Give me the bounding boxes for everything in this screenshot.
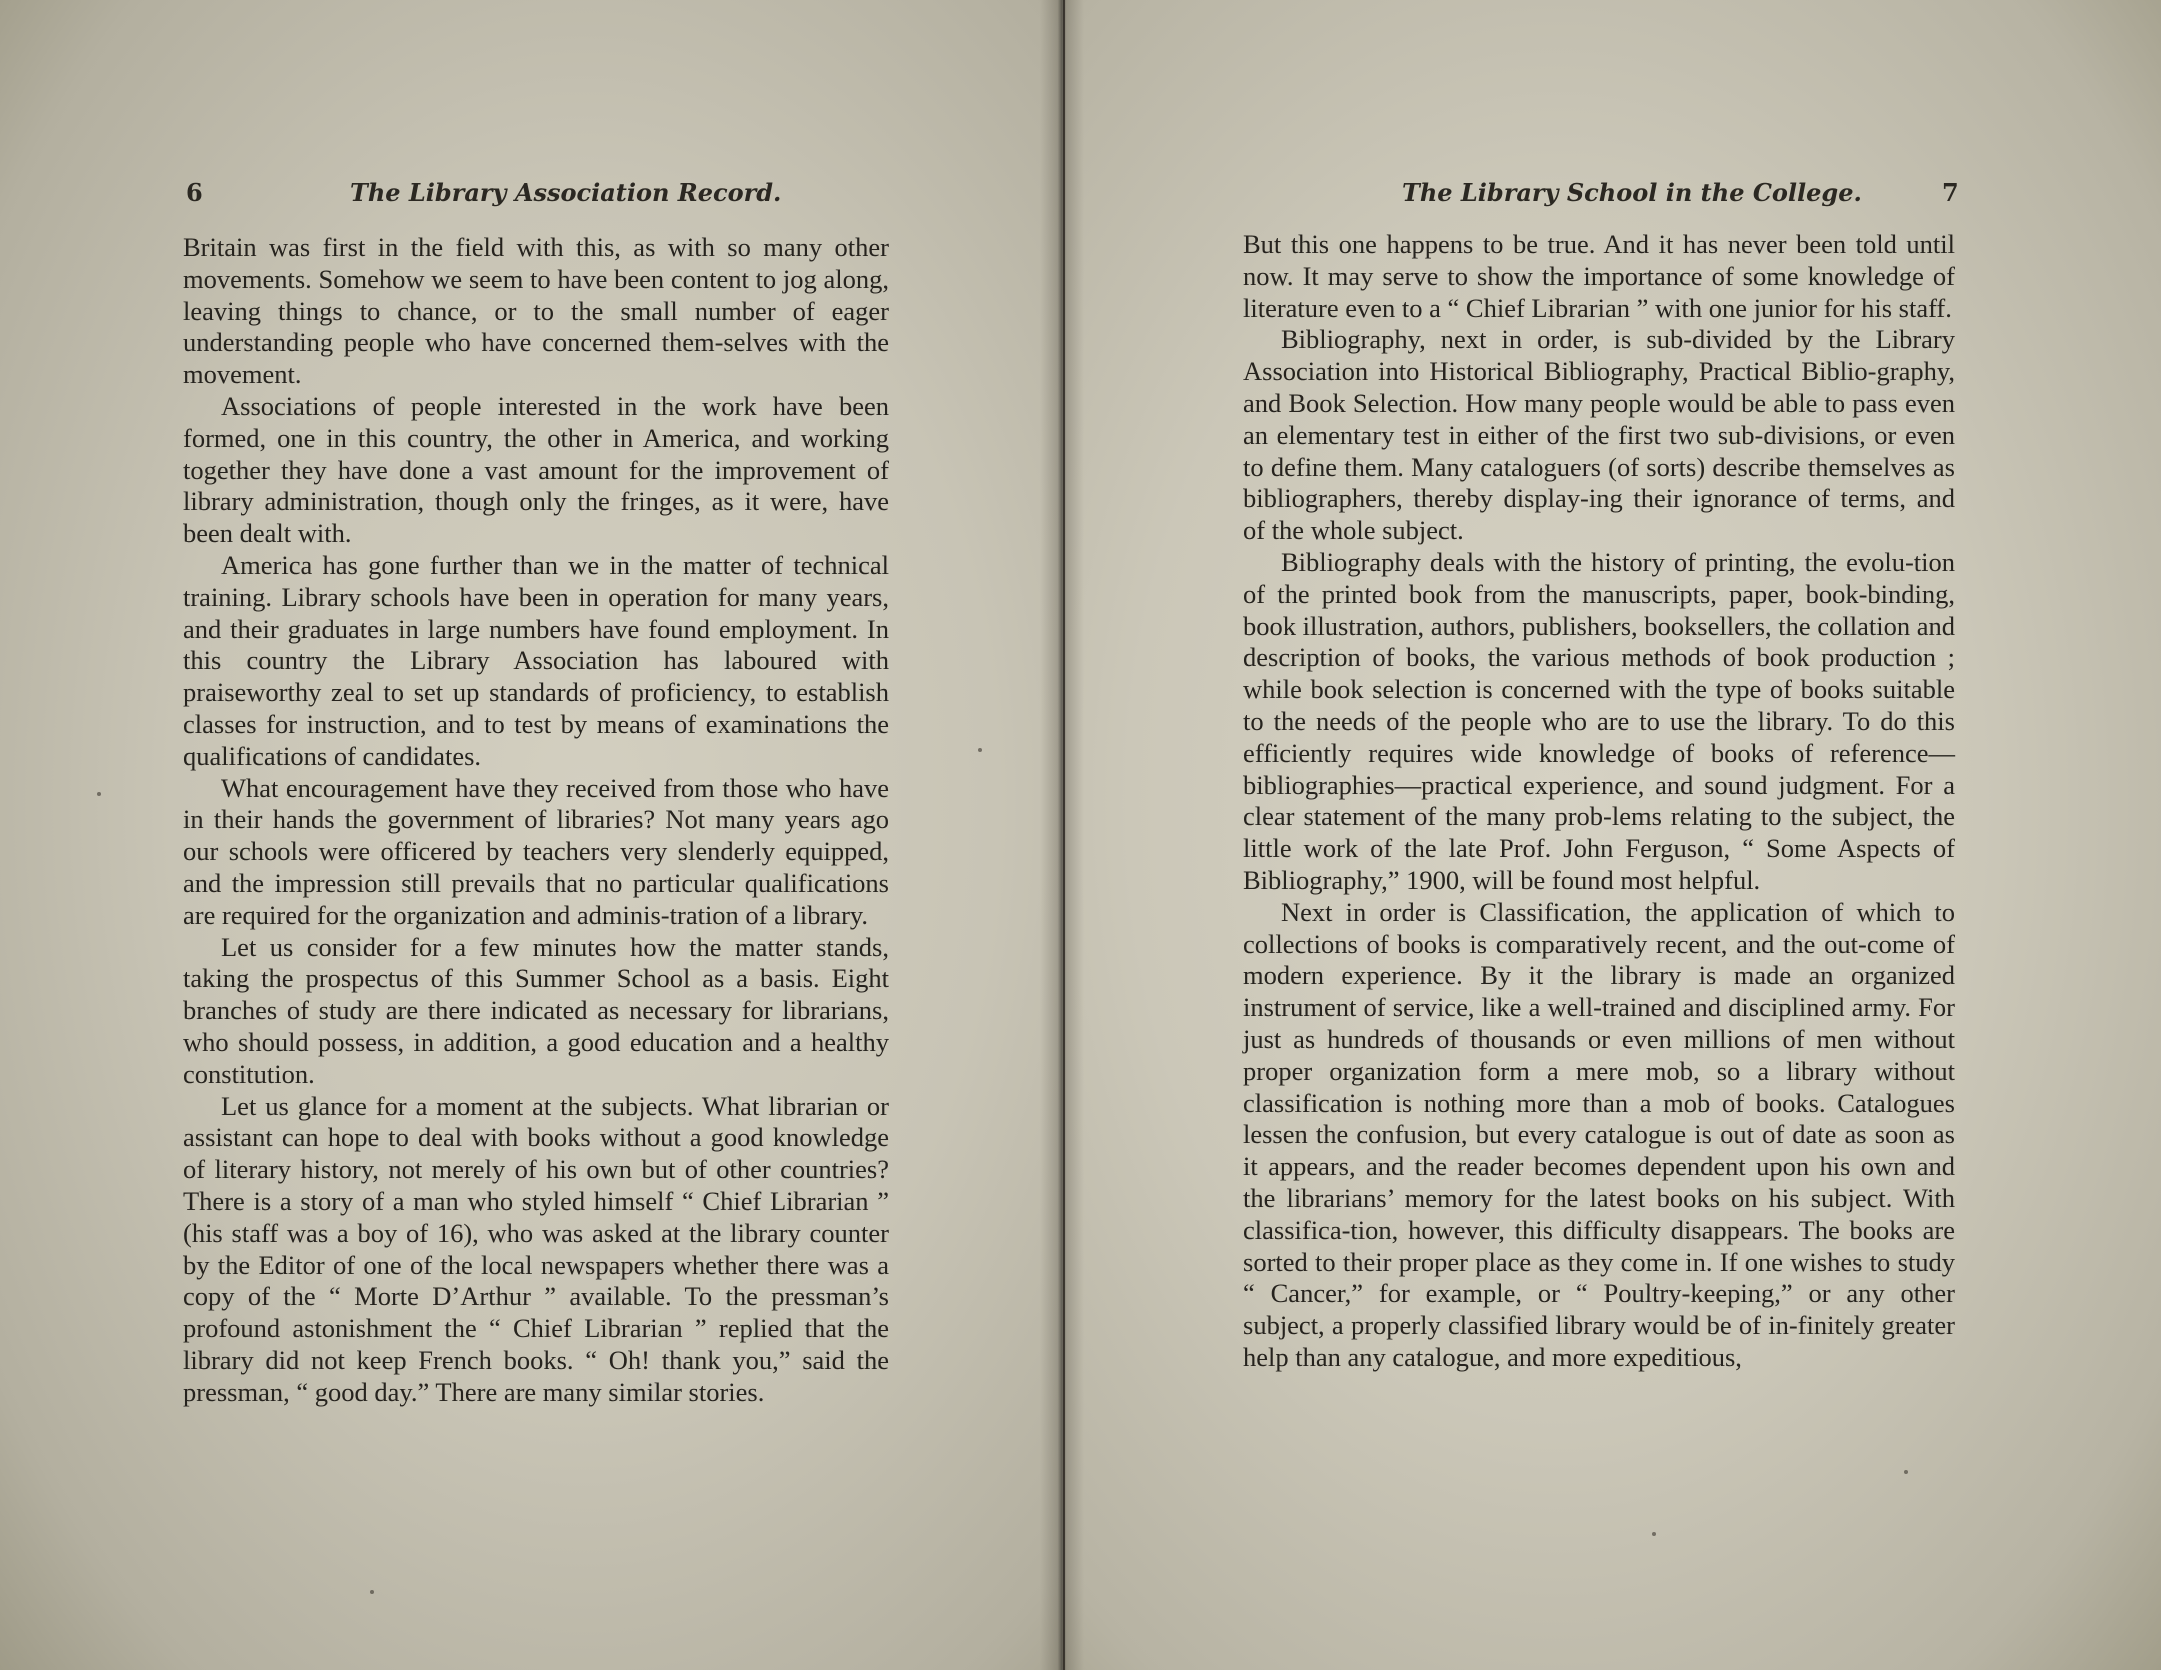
right-page — [1062, 0, 2161, 1670]
book-spine-fold — [1063, 0, 1065, 1670]
paper-speck — [978, 748, 982, 752]
paper-speck — [97, 792, 101, 796]
paper-speck — [1904, 1470, 1908, 1474]
left-running-head: The Library Association Record. — [350, 178, 782, 207]
paragraph: Bibliography deals with the history of printing, the evolu-tion of the printed book from the manuscripts, paper, book-binding, book illustration, authors, publishers, booksellers, the collation and description of books, the various methods of book production ; while book selection is concerned with the type of books suitable to the needs of the people who are to use the library. To do this efficiently requires wide knowledge of books of reference—bibliographies—practical experience, and sound judgment. For a clear statement of the many prob-lems relating to the subject, the little work of the late Prof. John Ferguson, “ Some Aspects of Bibliography,” 1900, will be found most helpful. — [1243, 546, 1955, 895]
paragraph: Next in order is Classification, the application of which to collections of books is comparatively recent, and the out-come of modern experience. By it the library is made an organized instrument of service, like a well-trained and disciplined army. For just as hundreds of thousands or even millions of men without proper organization form a mere mob, so a library without classification is nothing more than a mob of books. Catalogues lessen the confusion, but every catalogue is out of date as soon as it appears, and the reader becomes dependent upon his own and the librarians’ memory for the latest books on his subject. With classifica-tion, however, this difficulty disappears. The books are sorted to their proper place as they come in. If one wishes to study “ Cancer,” for example, or “ Poultry-keeping,” or any other subject, a properly classified library would be of in-finitely greater help than any catalogue, and more expeditious, — [1243, 896, 1955, 1372]
paragraph: Britain was first in the field with this, as with so many other movements. Somehow we seem to have been content to jog along, leaving things to chance, or to the small number of eager understanding people who have concerned them-selves with the movement. — [183, 232, 889, 390]
paper-speck — [1652, 1532, 1656, 1536]
paragraph: What encouragement have they received from those who have in their hands the government of libraries? Not many years ago our schools were officered by teachers very slenderly equipped, and the impression still prevails that no particular qualifications are required for the organization and adminis-tration of a library. — [183, 772, 889, 930]
paragraph: Associations of people interested in the work have been formed, one in this country, the other in America, and working together they have done a vast amount for the improvement of library administration, though only the fringes, as it were, have been dealt with. — [183, 390, 889, 549]
right-page-number: 7 — [1942, 178, 1959, 207]
right-page-body — [1243, 229, 1955, 1374]
left-page-header — [0, 178, 1062, 214]
book-gutter-shadow — [1040, 0, 1084, 1670]
left-page — [0, 0, 1062, 1670]
paragraph: Bibliography, next in order, is sub-divided by the Library Association into Historical Bibliography, Practical Biblio-graphy, and Book Selection. How many people would be able to pass even an elementary test in either of the first two sub-divisions, or even to define them. Many cataloguers (of sorts) describe themselves as bibliographers, thereby display-ing their ignorance of terms, and of the whole subject. — [1243, 324, 1955, 546]
paragraph: Let us consider for a few minutes how the matter stands, taking the prospectus of this Summer School as a basis. Eight branches of study are there indicated as necessary for librarians, who should possess, in addition, a good education and a healthy constitution. — [183, 931, 889, 1089]
paragraph: But this one happens to be true. And it has never been told until now. It may serve to show the importance of some knowledge of literature even to a “ Chief Librarian ” with one junior for his staff. — [1243, 229, 1955, 323]
left-page-number: 6 — [186, 178, 203, 207]
paper-speck — [370, 1590, 374, 1594]
right-running-head: The Library School in the College. — [1402, 178, 1862, 207]
right-page-header — [1062, 178, 2161, 214]
left-page-body — [183, 232, 889, 1408]
paragraph: America has gone further than we in the matter of technical training. Library schools have been in operation for many years, and their graduates in large numbers have found employment. In this country the Library Association has laboured with praiseworthy zeal to set up standards of proficiency, to establish classes for instruction, and to test by means of examinations the qualifications of candidates. — [183, 549, 889, 771]
paragraph: Let us glance for a moment at the subjects. What librarian or assistant can hope to deal with books without a good knowledge of literary history, not merely of his own but of other countries? There is a story of a man who styled himself “ Chief Librarian ” (his staff was a boy of 16), who was asked at the library counter by the Editor of one of the local newspapers whether there was a copy of the “ Morte D’Arthur ” available. To the pressman’s profound astonishment the “ Chief Librarian ” replied that the library did not keep French books. “ Oh! thank you,” said the pressman, “ good day.” There are many similar stories. — [183, 1090, 889, 1407]
